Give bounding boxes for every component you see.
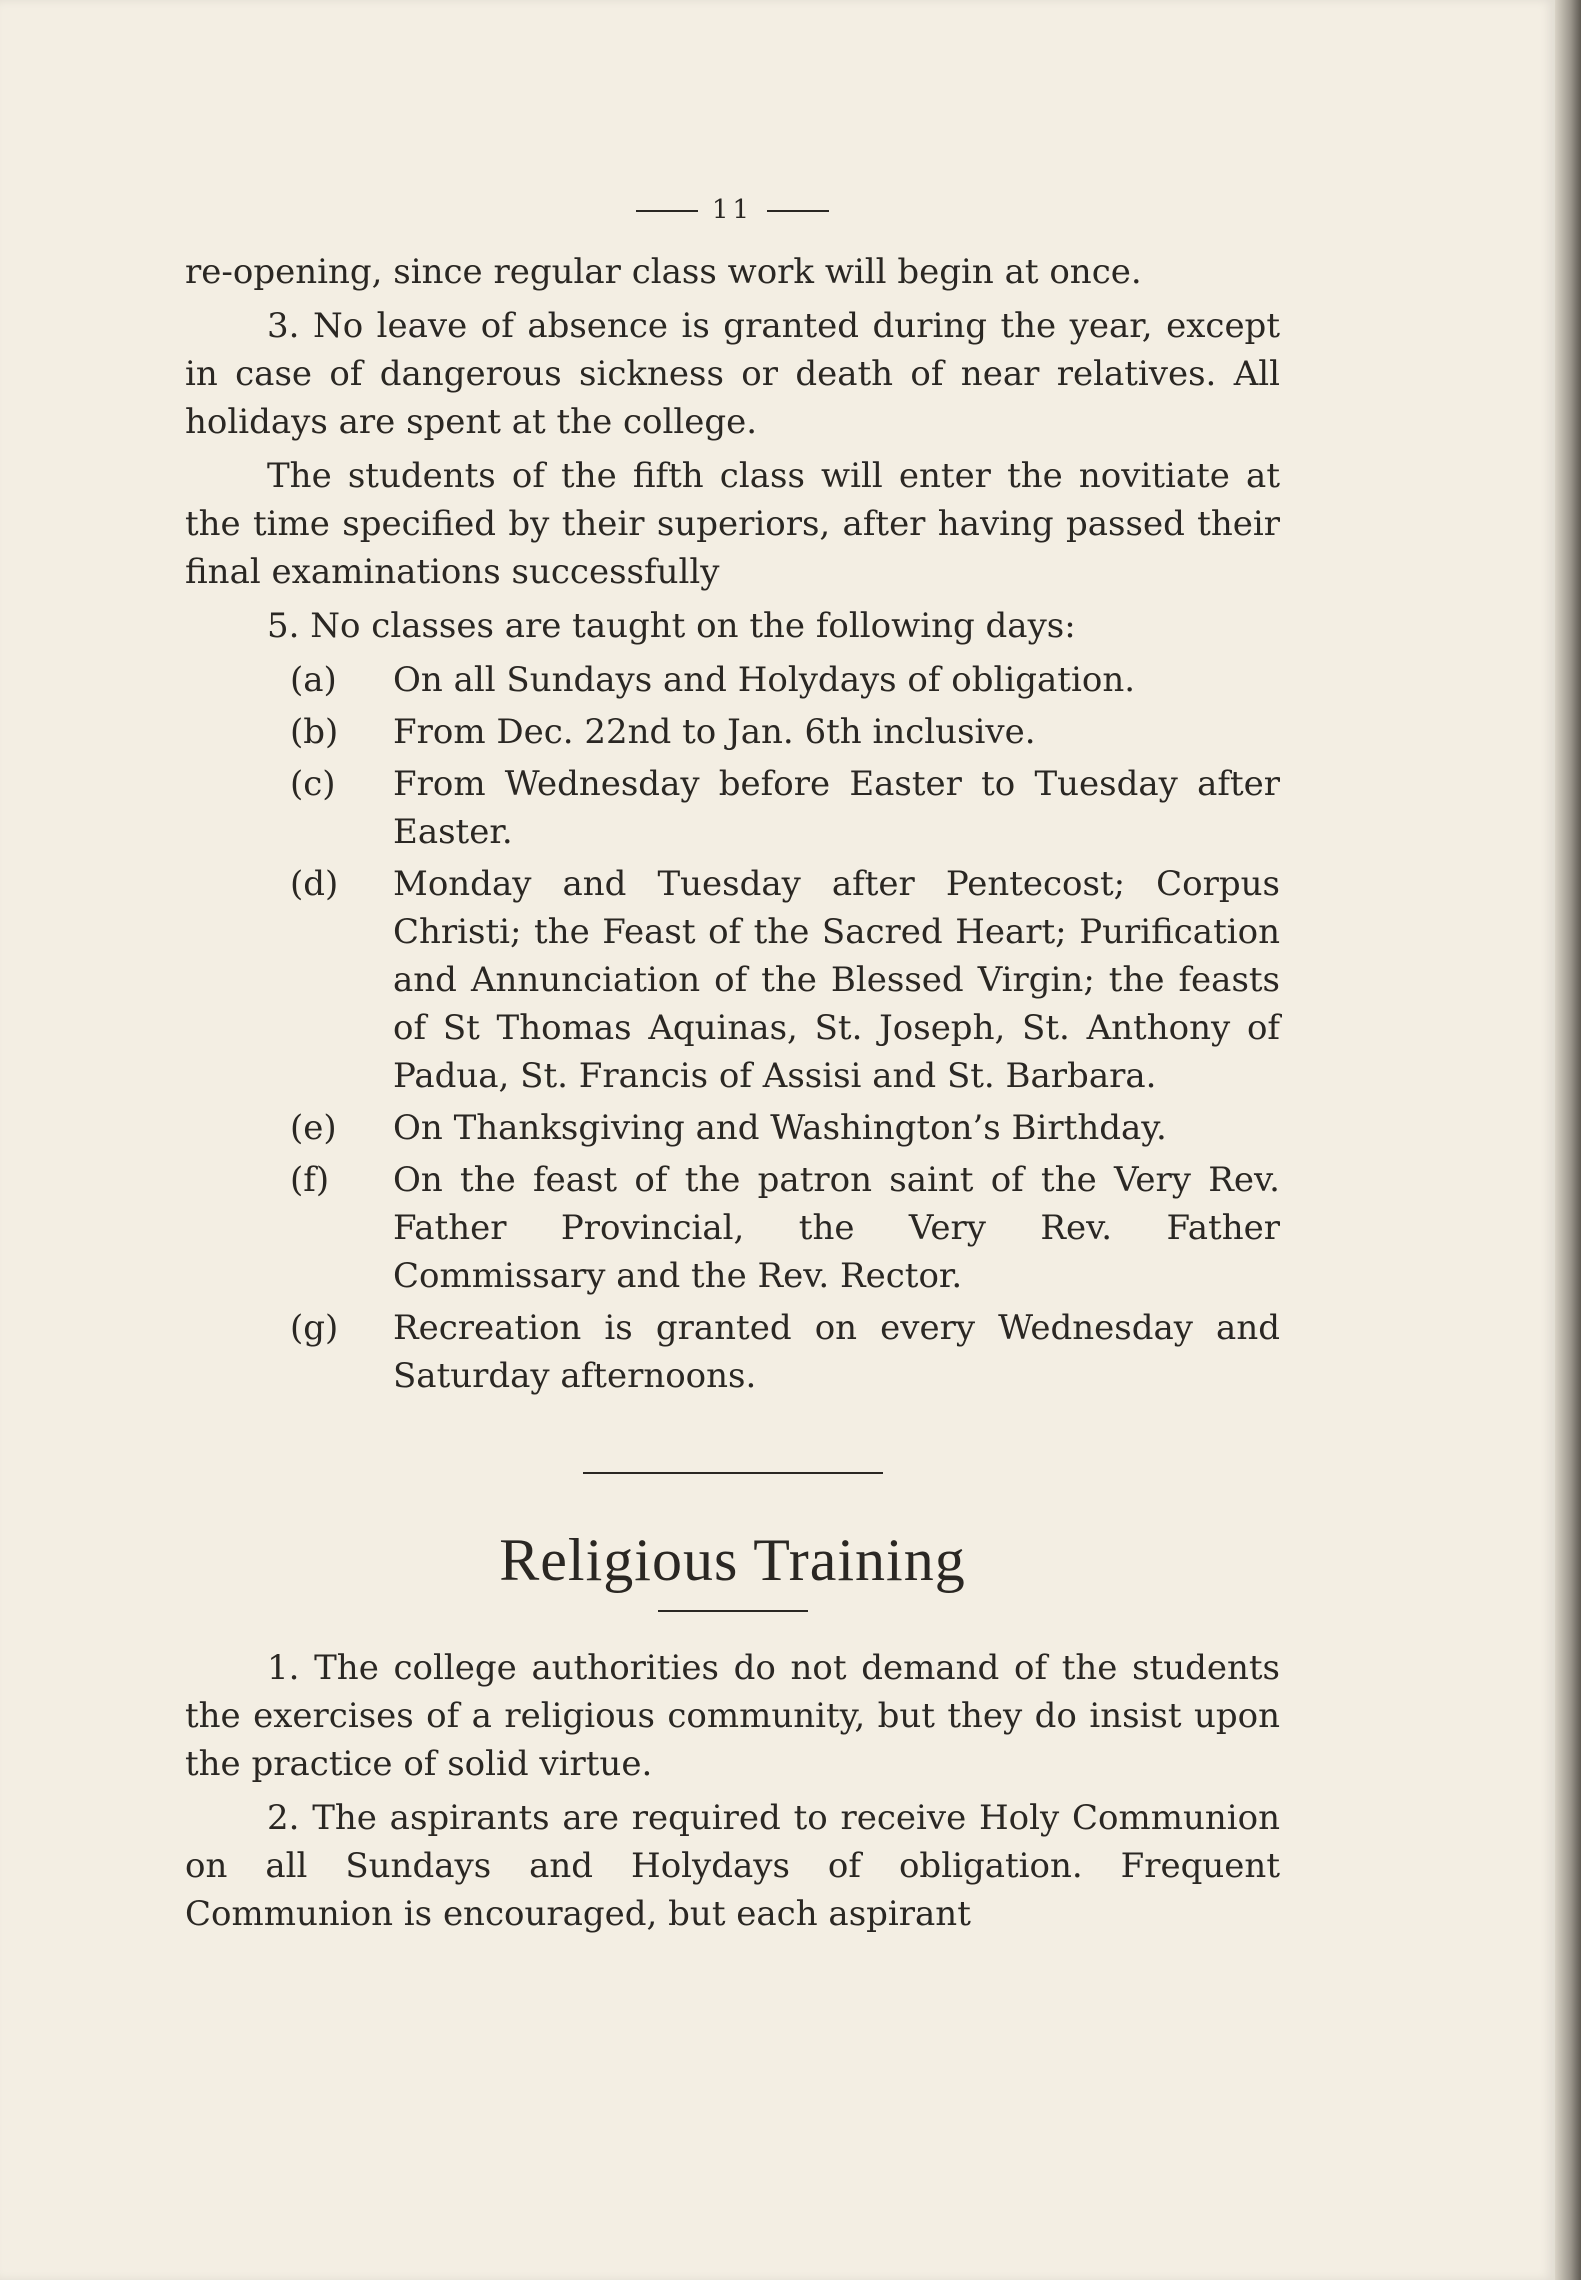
- title-underline: [658, 1610, 808, 1612]
- list-item: [290, 860, 1280, 1100]
- list-item-label: (d): [290, 864, 339, 904]
- list-item-text: Monday and Tuesday after Pentecost; Corpus Christi; the Feast of the Sacred Heart; Purification and Annunciation of the Blessed Virgin; the feasts of St Thomas Aquinas, St. Joseph, St. Anthony of Padua, St. Francis of Assisi and St. Barbara.: [393, 864, 1280, 1096]
- section-title: Religious Training: [499, 1527, 966, 1593]
- list-item: [290, 1104, 1280, 1152]
- list-item: [290, 1156, 1280, 1300]
- page-text: [185, 180, 1280, 1944]
- paragraph-fifth-class: The students of the fifth class will enter the novitiate at the time specified by their superiors, after having passed their final examinations successfully: [185, 456, 1280, 592]
- paragraph-religious-1: 1. The college authorities do not demand of the students the exercises of a religious community, but they do insist upon the practice of solid virtue.: [185, 1648, 1280, 1784]
- list-item: [290, 656, 1280, 704]
- section-divider: [583, 1472, 883, 1474]
- list-item-label: (e): [290, 1108, 337, 1148]
- list-item-label: (f): [290, 1160, 330, 1200]
- list-item-text: On all Sundays and Holydays of obligation.: [393, 660, 1136, 700]
- list-item: [290, 760, 1280, 856]
- list-item-text: From Dec. 22nd to Jan. 6th inclusive.: [393, 712, 1036, 752]
- list-item-label: (a): [290, 660, 337, 700]
- page-number-value: 11: [711, 195, 754, 225]
- list-item-text: On the feast of the patron saint of the Very Rev. Father Provincial, the Very Rev. Father Commissary and the Rev. Rector.: [393, 1160, 1280, 1296]
- list-item-label: (b): [290, 712, 339, 752]
- holiday-list: [290, 656, 1280, 1400]
- list-item: [290, 1304, 1280, 1400]
- list-item-label: (g): [290, 1308, 339, 1348]
- paragraph-rule-5: 5. No classes are taught on the following days:: [267, 606, 1076, 646]
- paragraph-religious-2: 2. The aspirants are required to receive Holy Communion on all Sundays and Holydays of obligation. Frequent Communion is encouraged, but each aspirant: [185, 1798, 1280, 1934]
- list-item: [290, 708, 1280, 756]
- page-number: [185, 180, 1280, 240]
- paragraph-rule-3: 3. No leave of absence is granted during the year, except in case of dangerous sickness or death of near relatives. All holidays are spent at the college.: [185, 306, 1280, 442]
- page-edge: [1555, 0, 1581, 2280]
- list-item-text: On Thanksgiving and Washington’s Birthday.: [393, 1108, 1167, 1148]
- list-item-label: (c): [290, 764, 336, 804]
- list-item-text: From Wednesday before Easter to Tuesday after Easter.: [393, 764, 1280, 852]
- paragraph-continuation: re-opening, since regular class work will begin at once.: [185, 252, 1142, 292]
- page-number-dash-right: [767, 210, 829, 212]
- list-item-text: Recreation is granted on every Wednesday and Saturday afternoons.: [393, 1308, 1280, 1396]
- page-number-dash-left: [636, 210, 698, 212]
